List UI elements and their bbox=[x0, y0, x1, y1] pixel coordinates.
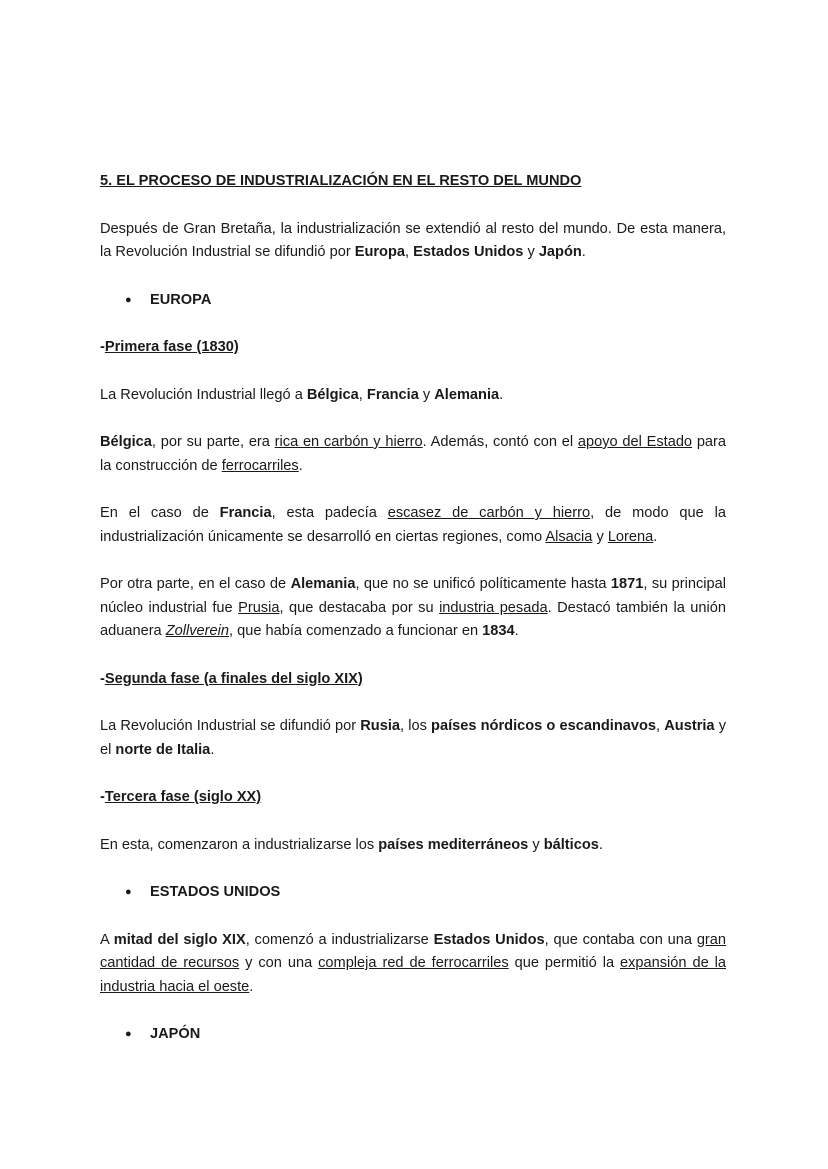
text-span: para la construcción de bbox=[100, 434, 727, 474]
paragraph-tercera-fase bbox=[100, 834, 726, 858]
text-span: , que había comenzado a funcionar en bbox=[229, 623, 483, 639]
text-span: , esta padecía bbox=[271, 505, 388, 521]
bold-term: 1871 bbox=[610, 576, 644, 592]
paragraph-francia bbox=[100, 502, 726, 549]
underlined-term: Alsacia bbox=[545, 528, 593, 545]
bold-term: Japón bbox=[538, 244, 582, 260]
section-title: 5. EL PROCESO DE INDUSTRIALIZACIÓN EN EL RESTO DEL MUNDO bbox=[100, 173, 582, 189]
document-page bbox=[100, 170, 726, 1071]
phase-label: Primera fase (1830) bbox=[104, 339, 239, 355]
text-span: . bbox=[598, 836, 603, 853]
paragraph-belgica bbox=[100, 431, 726, 478]
paragraph-europa-1 bbox=[100, 384, 726, 408]
text-span: y bbox=[523, 244, 539, 260]
text-span: A bbox=[100, 931, 114, 948]
bullet-dot-icon: ● bbox=[125, 886, 132, 898]
bullet-label: JAPÓN bbox=[150, 1026, 201, 1042]
text-span: , bbox=[656, 718, 665, 734]
text-span: y bbox=[418, 386, 435, 403]
bold-term: Rusia bbox=[360, 718, 400, 734]
text-span: . bbox=[298, 457, 303, 474]
text-span: y con una bbox=[239, 955, 319, 971]
underlined-term: rica en carbón y hierro bbox=[274, 434, 423, 450]
bullet-label: EUROPA bbox=[150, 291, 212, 308]
dash: - bbox=[100, 339, 105, 355]
bold-term: bálticos bbox=[543, 836, 599, 853]
text-span: . bbox=[653, 528, 658, 545]
text-span: que permitió la bbox=[508, 955, 620, 971]
paragraph-alemania bbox=[100, 573, 726, 644]
bullet-dot-icon: ● bbox=[125, 1028, 132, 1040]
text-span: . bbox=[499, 386, 504, 403]
bullet-estados-unidos bbox=[100, 881, 726, 905]
text-span: La Revolución Industrial se difundió por bbox=[100, 718, 361, 734]
text-span: , que no se unificó políticamente hasta bbox=[355, 576, 611, 592]
bold-term: Francia bbox=[219, 505, 272, 521]
text-span: , bbox=[405, 244, 414, 260]
dash: - bbox=[100, 789, 105, 805]
bold-term: países nórdicos o escandinavos bbox=[431, 718, 657, 734]
text-span: y bbox=[592, 528, 608, 545]
bold-term: Bélgica bbox=[306, 386, 359, 403]
bold-term: Estados Unidos bbox=[433, 931, 545, 948]
bold-term: Austria bbox=[664, 718, 715, 734]
phase-heading-3 bbox=[100, 786, 726, 810]
text-span: , de modo que la industrialización únicamente se desarrolló en ciertas regiones, como bbox=[100, 505, 726, 545]
text-span: , los bbox=[400, 718, 432, 734]
underlined-term: Lorena bbox=[607, 528, 654, 545]
bullet-dot-icon: ● bbox=[125, 293, 132, 306]
text-span: La Revolución Industrial llegó a bbox=[100, 386, 307, 403]
text-span: . bbox=[210, 741, 215, 758]
phase-label: Segunda fase (a finales del siglo XIX) bbox=[104, 670, 363, 687]
paragraph-segunda-fase bbox=[100, 715, 726, 762]
underlined-term: escasez de carbón y hierro bbox=[387, 505, 591, 521]
text-span: , que destacaba por su bbox=[279, 599, 440, 616]
underlined-term: industria pesada bbox=[439, 599, 548, 616]
bold-term: norte de Italia bbox=[115, 741, 211, 758]
bullet-japon bbox=[100, 1023, 726, 1047]
intro-paragraph bbox=[100, 218, 726, 265]
text-span: En esta, comenzaron a industrializarse los bbox=[100, 836, 379, 853]
bold-term: 1834 bbox=[482, 623, 515, 639]
text-span: , bbox=[358, 386, 367, 403]
text-span: , comenzó a industrializarse bbox=[245, 931, 434, 948]
text-span: , que contaba con una bbox=[544, 931, 697, 948]
text-span: Por otra parte, en el caso de bbox=[100, 576, 291, 592]
underlined-term: compleja red de ferrocarriles bbox=[318, 955, 509, 971]
phase-heading-2 bbox=[100, 668, 726, 692]
text-span: . Destacó también la unión aduanera bbox=[100, 599, 727, 639]
underlined-term: ferrocarriles bbox=[221, 457, 299, 474]
text-span: . bbox=[249, 978, 254, 995]
bold-term: Bélgica bbox=[100, 434, 152, 450]
italic-underlined-term: Zollverein bbox=[165, 623, 229, 639]
underlined-term: Prusia bbox=[238, 599, 280, 616]
bullet-label: ESTADOS UNIDOS bbox=[150, 884, 281, 900]
text-span: y bbox=[528, 836, 544, 853]
bold-term: Alemania bbox=[290, 576, 356, 592]
text-span: Después de Gran Bretaña, la industrialización se extendió al resto del mundo. De esta manera, la Revolución Industrial se difundió por bbox=[100, 220, 726, 260]
underlined-term: apoyo del Estado bbox=[577, 434, 693, 450]
bold-term: Estados Unidos bbox=[413, 244, 524, 260]
bold-term: Europa bbox=[354, 244, 406, 260]
phase-heading-1 bbox=[100, 336, 726, 360]
text-span: y el bbox=[100, 718, 727, 758]
underlined-term: expansión de la industria hacia el oeste bbox=[100, 955, 726, 995]
bullet-europa bbox=[100, 289, 726, 313]
text-span: , su principal núcleo industrial fue bbox=[100, 576, 726, 616]
bold-term: mitad del siglo XIX bbox=[113, 931, 246, 948]
text-span: En el caso de bbox=[100, 505, 220, 521]
paragraph-estados-unidos bbox=[100, 929, 726, 1000]
underlined-term: gran cantidad de recursos bbox=[100, 931, 727, 971]
bold-term: países mediterráneos bbox=[378, 836, 529, 853]
text-span: . bbox=[581, 244, 586, 260]
phase-label: Tercera fase (siglo XX) bbox=[104, 789, 262, 805]
dash: - bbox=[100, 670, 105, 687]
text-span: . bbox=[514, 623, 519, 639]
bold-term: Francia bbox=[366, 386, 419, 403]
text-span: , por su parte, era bbox=[151, 434, 275, 450]
bold-term: Alemania bbox=[434, 386, 500, 403]
text-span: . Además, contó con el bbox=[422, 434, 578, 450]
